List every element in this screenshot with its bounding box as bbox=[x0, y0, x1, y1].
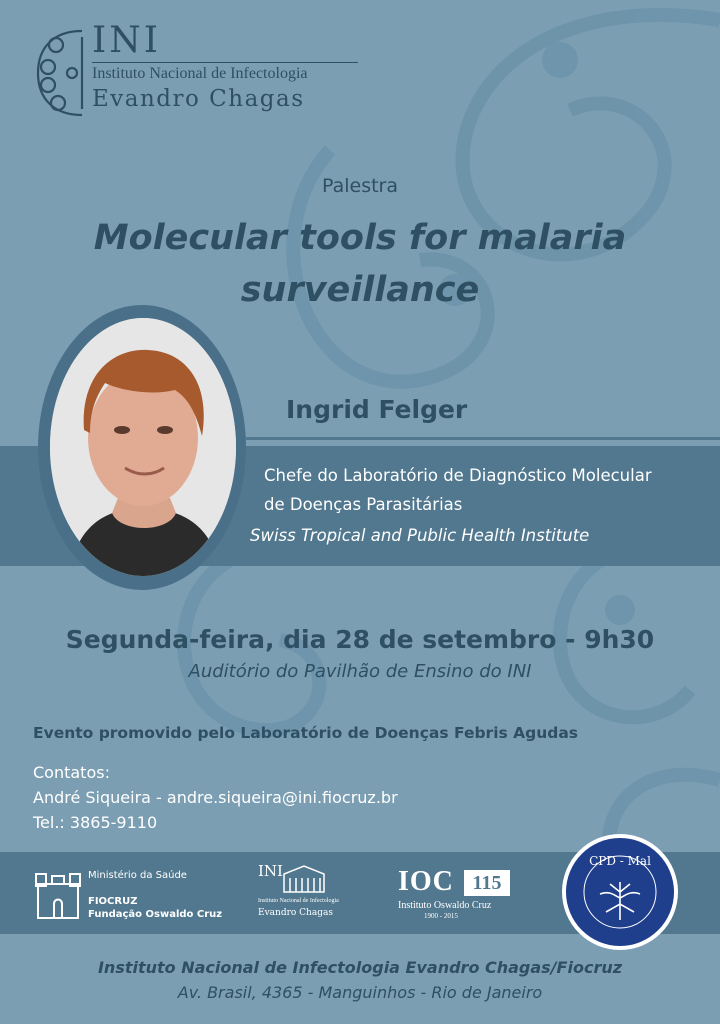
event-title bbox=[0, 212, 720, 316]
speaker-affiliation: Swiss Tropical and Public Health Institute bbox=[250, 526, 590, 545]
speaker-role bbox=[264, 461, 652, 519]
ministry-label: Ministério da Saúde bbox=[88, 870, 187, 881]
ini-ornament-icon bbox=[34, 27, 86, 119]
ini-small-name: Evandro Chagas bbox=[258, 908, 333, 918]
contacts-block bbox=[33, 760, 398, 835]
footer-address: Av. Brasil, 4365 - Manguinhos - Rio de Janeiro bbox=[177, 983, 543, 1002]
contacts-label: Contatos: bbox=[33, 763, 110, 782]
ini-building-icon bbox=[282, 864, 326, 894]
fiocruz-castle-icon bbox=[34, 866, 82, 920]
event-date-time: Segunda-feira, dia 28 de setembro - 9h30 bbox=[65, 625, 655, 654]
fiocruz-full-label: Fundação Oswaldo Cruz bbox=[88, 909, 223, 920]
event-promoter: Evento promovido pelo Laboratório de Doenças Febris Agudas bbox=[33, 724, 579, 742]
ioc-logo bbox=[398, 866, 518, 922]
cpd-mal-seal-icon bbox=[560, 832, 680, 952]
ini-small-acronym: INI bbox=[258, 862, 283, 880]
fiocruz-label: FIOCRUZ bbox=[88, 896, 138, 907]
speaker-name: Ingrid Felger bbox=[286, 395, 468, 424]
cpd-mal-seal bbox=[560, 832, 680, 952]
ioc-115-badge: 115 bbox=[464, 870, 510, 896]
speaker-photo-icon bbox=[50, 318, 236, 576]
event-title-line1: Molecular tools for malaria bbox=[93, 218, 627, 258]
ini-small-institute: Instituto Nacional de Infectologia bbox=[258, 898, 339, 904]
cpd-mal-label: CPD - Mal bbox=[589, 854, 651, 868]
ini-evandro-chagas: Evandro Chagas bbox=[92, 86, 305, 112]
contact-phone: Tel.: 3865-9110 bbox=[33, 813, 158, 832]
ministry-fiocruz-logo bbox=[34, 866, 234, 924]
ioc-years: 1900 - 2015 bbox=[424, 912, 458, 920]
event-venue: Auditório do Pavilhão de Ensino do INI bbox=[188, 661, 532, 682]
contact-person: André Siqueira - andre.siqueira@ini.fiocruz.br bbox=[33, 788, 398, 807]
speaker-role-line1: Chefe do Laboratório de Diagnóstico Molecular bbox=[264, 466, 652, 485]
speaker-role-line2: de Doenças Parasitárias bbox=[264, 495, 463, 514]
footer-institution: Instituto Nacional de Infectologia Evandro Chagas/Fiocruz bbox=[97, 958, 623, 977]
ini-small-logo bbox=[256, 862, 339, 926]
speaker-portrait bbox=[50, 318, 236, 576]
band-accent-line bbox=[246, 437, 720, 440]
ioc-name: Instituto Oswaldo Cruz bbox=[398, 900, 492, 911]
event-kicker: Palestra bbox=[321, 175, 399, 197]
event-title-line2: surveillance bbox=[240, 270, 480, 310]
ini-institute-name: Instituto Nacional de Infectologia bbox=[92, 65, 308, 82]
ini-acronym: INI bbox=[92, 20, 161, 61]
ioc-acronym: IOC bbox=[398, 866, 454, 897]
ini-divider bbox=[92, 62, 358, 63]
